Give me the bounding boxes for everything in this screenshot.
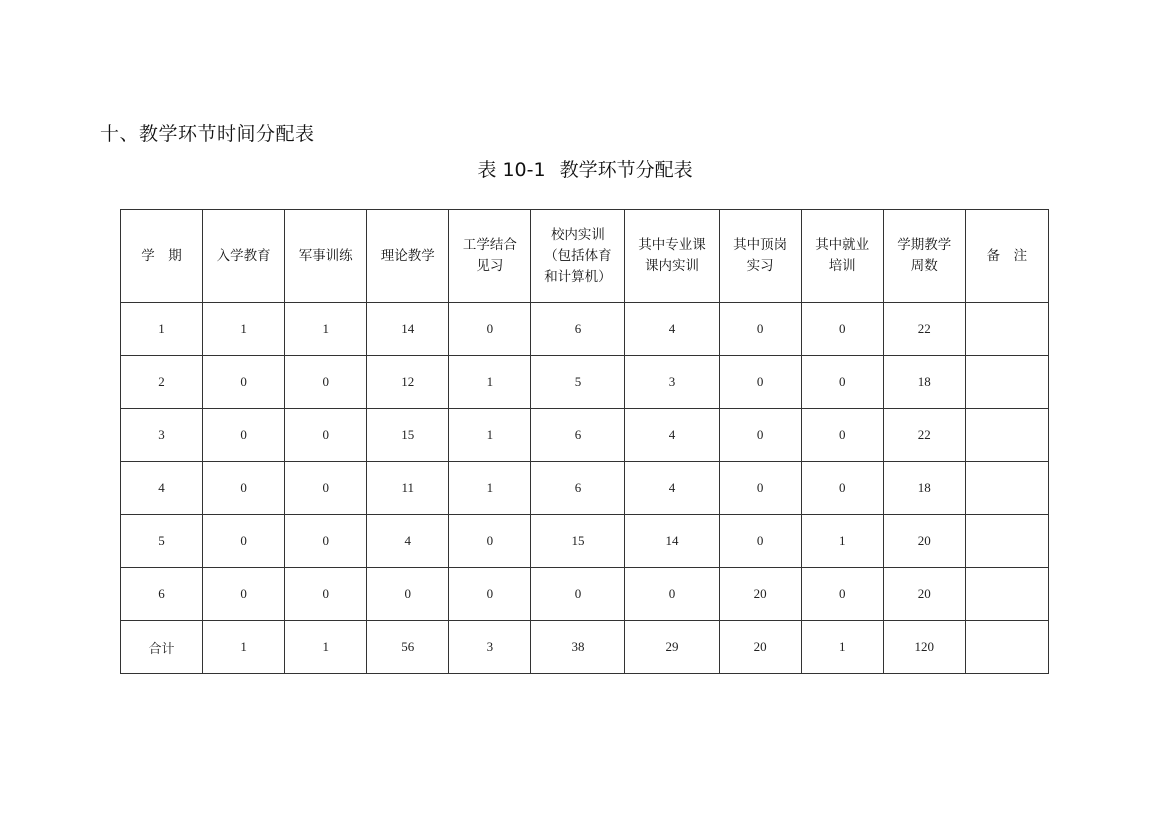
table-cell: 0: [719, 515, 801, 568]
table-cell: 0: [801, 568, 883, 621]
table-cell: 18: [883, 462, 965, 515]
table-cell: 12: [367, 356, 449, 409]
table-row: [121, 303, 1049, 356]
table-row: [121, 409, 1049, 462]
row-label-cell: 5: [121, 515, 203, 568]
row-label-cell: 3: [121, 409, 203, 462]
table-cell: 0: [801, 356, 883, 409]
table-cell: 14: [625, 515, 719, 568]
table-cell: 11: [367, 462, 449, 515]
table-cell: 0: [285, 515, 367, 568]
header-semester: [121, 210, 203, 303]
header-campus-training: [531, 210, 625, 303]
table-cell: 1: [801, 515, 883, 568]
table-cell: 0: [801, 409, 883, 462]
remarks-cell: [965, 409, 1048, 462]
table-cell: 20: [883, 568, 965, 621]
header-military-training: [285, 210, 367, 303]
header-line: 理论教学: [380, 247, 435, 264]
table-cell: 0: [625, 568, 719, 621]
table-cell: 4: [625, 462, 719, 515]
table-cell: 0: [449, 568, 531, 621]
table-cell: 1: [203, 621, 285, 674]
header-line: 入学教育: [216, 247, 271, 264]
row-label-cell: 2: [121, 356, 203, 409]
table-cell: 0: [285, 409, 367, 462]
table-row: [121, 568, 1049, 621]
header-line: 其中顶岗: [733, 237, 788, 253]
header-line: 学期教学: [897, 237, 952, 253]
header-line: 见习: [476, 258, 504, 274]
table-cell: 120: [883, 621, 965, 674]
table-cell: 0: [367, 568, 449, 621]
header-line: 备 注: [986, 247, 1028, 264]
remarks-cell: [965, 621, 1048, 674]
table-cell: 1: [449, 356, 531, 409]
table-cell: 29: [625, 621, 719, 674]
table-cell: 0: [285, 462, 367, 515]
table-cell: 0: [203, 409, 285, 462]
table-cell: 15: [531, 515, 625, 568]
table-cell: 0: [801, 462, 883, 515]
table-cell: 5: [531, 356, 625, 409]
table-cell: 0: [285, 568, 367, 621]
table-body: [121, 303, 1049, 674]
table-cell: 1: [285, 621, 367, 674]
header-remarks: [965, 210, 1048, 303]
header-theory-teaching: [367, 210, 449, 303]
header-work-study: [449, 210, 531, 303]
table-cell: 0: [801, 303, 883, 356]
remarks-cell: [965, 568, 1048, 621]
table-cell: 0: [449, 303, 531, 356]
header-line: 军事训练: [298, 247, 353, 264]
table-cell: 1: [203, 303, 285, 356]
header-line: 课内实训: [645, 258, 700, 274]
table-cell: 0: [285, 356, 367, 409]
row-label-cell: 1: [121, 303, 203, 356]
table-cell: 0: [719, 409, 801, 462]
header-major-practical: [625, 210, 719, 303]
table-cell: 0: [203, 568, 285, 621]
header-line: （包括体育: [544, 247, 612, 264]
table-cell: 1: [801, 621, 883, 674]
header-line: 其中就业: [815, 237, 870, 253]
table-cell: 3: [449, 621, 531, 674]
table-cell: 0: [719, 356, 801, 409]
table-cell: 4: [367, 515, 449, 568]
header-row: [121, 210, 1049, 303]
table-cell: 0: [719, 462, 801, 515]
table-row: [121, 462, 1049, 515]
header-line: 实习: [746, 258, 774, 274]
table-cell: 1: [449, 409, 531, 462]
table-cell: 4: [625, 303, 719, 356]
row-label-cell: 6: [121, 568, 203, 621]
table-cell: 18: [883, 356, 965, 409]
table-cell: 22: [883, 303, 965, 356]
table-cell: 20: [883, 515, 965, 568]
table-row: [121, 356, 1049, 409]
table-cell: 0: [203, 515, 285, 568]
table-cell: 1: [285, 303, 367, 356]
table-cell: 38: [531, 621, 625, 674]
section-heading: 十、教学环节时间分配表: [100, 123, 315, 145]
table-cell: 56: [367, 621, 449, 674]
table-cell: 0: [719, 303, 801, 356]
table-cell: 6: [531, 409, 625, 462]
header-line: 培训: [828, 258, 856, 274]
table-cell: 4: [625, 409, 719, 462]
table-caption-number: 表 10-1: [477, 159, 546, 181]
table-cell: 20: [719, 621, 801, 674]
row-label-cell: 合计: [121, 621, 203, 674]
table-row: [121, 515, 1049, 568]
table-cell: 3: [625, 356, 719, 409]
header-line: 校内实训: [550, 226, 605, 243]
table-cell: 0: [203, 356, 285, 409]
remarks-cell: [965, 303, 1048, 356]
remarks-cell: [965, 356, 1048, 409]
row-label-cell: 4: [121, 462, 203, 515]
table-cell: 0: [449, 515, 531, 568]
table-cell: 22: [883, 409, 965, 462]
table-caption-title: 教学环节分配表: [559, 159, 693, 181]
table-cell: 15: [367, 409, 449, 462]
table-caption: [0, 155, 1170, 182]
header-line: 和计算机）: [544, 268, 612, 285]
table-cell: 1: [449, 462, 531, 515]
table-cell: 0: [531, 568, 625, 621]
teaching-allocation-table: [120, 209, 1049, 674]
table-cell: 6: [531, 462, 625, 515]
remarks-cell: [965, 515, 1048, 568]
total-row: [121, 621, 1049, 674]
table-cell: 0: [203, 462, 285, 515]
remarks-cell: [965, 462, 1048, 515]
header-line: 工学结合: [462, 237, 517, 253]
header-orientation: [203, 210, 285, 303]
header-line: 周数: [910, 258, 938, 274]
table-cell: 6: [531, 303, 625, 356]
header-semester-weeks: [883, 210, 965, 303]
table-cell: 20: [719, 568, 801, 621]
header-internship: [719, 210, 801, 303]
header-line: 学 期: [141, 247, 182, 264]
header-employment-training: [801, 210, 883, 303]
table-cell: 14: [367, 303, 449, 356]
header-line: 其中专业课: [638, 237, 706, 253]
